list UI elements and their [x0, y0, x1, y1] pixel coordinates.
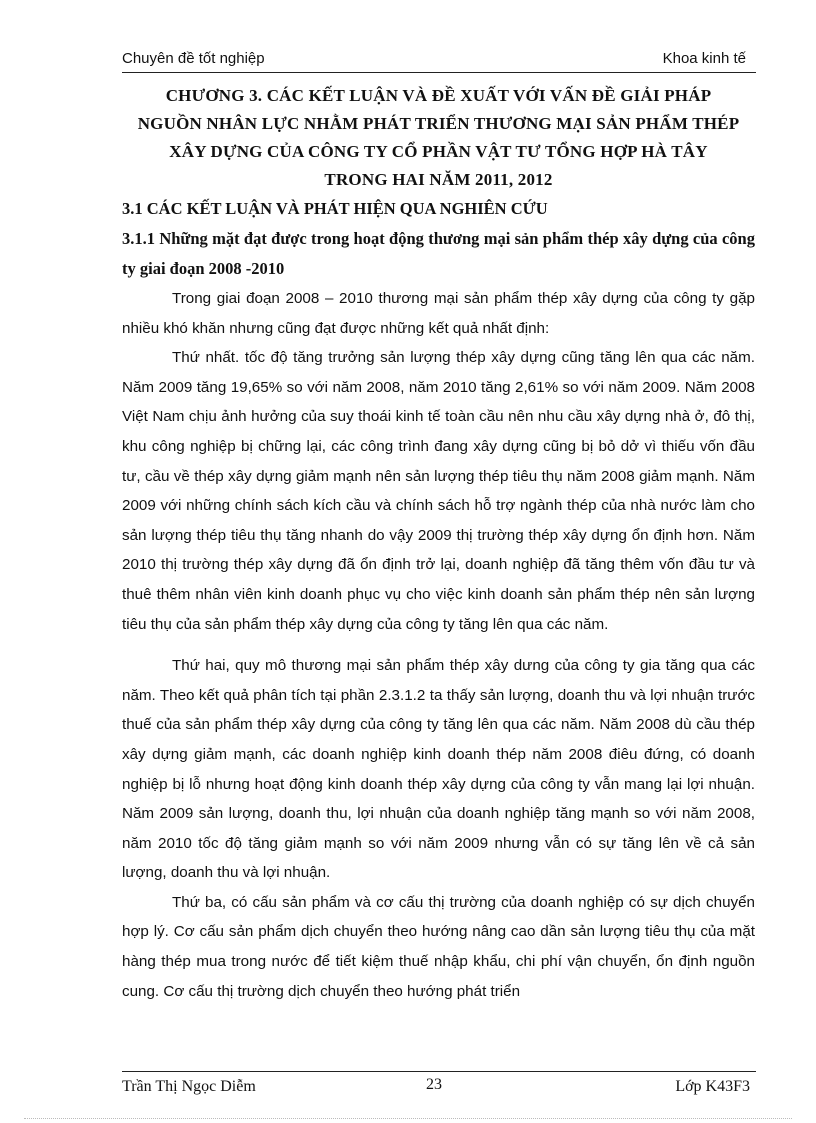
page-edge-divider: [24, 1118, 792, 1119]
chapter-title: [122, 82, 755, 194]
page-number: 23: [426, 1076, 442, 1093]
paragraph-second-point: Thứ hai, quy mô thương mại sản phẩm thép xây dưng của công ty gia tăng qua các năm. Theo kết quả phân tích tại phần 2.3.1.2 ta thấy sản lượng, doanh thu và lợi nhuận trước thuế của sản phẩm thép xây dựng của công ty tăng lên qua các năm. Năm 2008 dù cầu thép xây dựng giảm mạnh, các doanh nghiệp kinh doanh thép năm 2008 điêu đứng, có doanh nghiệp bị lỗ nhưng hoạt động kinh doanh thép xây dựng của công ty vẫn mang lại lợi nhuận. Năm 2009 sản lượng, doanh thu, lợi nhuận của doanh nghiệp tăng mạnh so với năm 2008, năm 2010 tốc độ tăng giảm mạnh so với năm 2009 nhưng vẫn có sự tăng lên về cả sản lượng, doanh thu và lợi nhuận.: [122, 657, 755, 882]
page-header: [122, 44, 756, 73]
chapter-title-line-4: TRONG HAI NĂM 2011, 2012: [324, 170, 553, 189]
paragraph-third-point: Thứ ba, có cấu sản phẩm và cơ cấu thị trường của doanh nghiệp có sự dịch chuyển hợp lý. Cơ cấu sản phẩm dịch chuyển theo hướng nâng cao dần sản lượng tiêu thụ của mặt hàng thép mua trong nước để tiết kiệm thuế nhập khẩu, chi phí vận chuyển, ổn định nguồn cung. Cơ cấu thị trường dịch chuyển theo hướng phát triển: [122, 893, 755, 1000]
footer-class: Lớp K43F3: [675, 1078, 750, 1095]
footer-author: Trần Thị Ngọc Diễm: [122, 1078, 256, 1095]
page-footer: [122, 1071, 756, 1102]
paragraph-first-point: Thứ nhất. tốc độ tăng trưởng sản lượng thép xây dựng cũng tăng lên qua các năm. Năm 2009 tăng 19,65% so với năm 2008, năm 2010 tăng 2,61% so với năm 2009. Năm 2008 Việt Nam chịu ảnh hưởng của suy thoái kinh tế toàn cầu nên nhu cầu xây dựng nhà ở, đô thị, khu công nghiệp bị chững lại, các công trình đang xây dựng cũng bị bỏ dở vì thiếu vốn đầu tư, cầu về thép xây dựng giảm mạnh nên sản lượng thép tiêu thụ năm 2008 giảm mạnh. Năm 2009 với những chính sách kích cầu và chính sách hỗ trợ ngành thép của nhà nước làm cho sản lượng thép tiêu thụ tăng nhanh do vậy 2009 thị trường thép xây dựng ổn định hơn. Năm 2010 thị trường thép xây dựng đã ổn định trở lại, doanh nghiệp đã tăng thêm vốn đầu tư và thuê thêm nhân viên kinh doanh phục vụ cho việc kinh doanh sản phẩm thép nên sản lượng tiêu thụ của sản phẩm thép xây dựng của công ty tăng lên qua các năm.: [122, 349, 755, 633]
paragraph-intro: Trong giai đoạn 2008 – 2010 thương mại sản phẩm thép xây dựng của công ty gặp nhiều khó khăn nhưng cũng đạt được những kết quả nhất định:: [122, 290, 755, 337]
chapter-title-line-1: CHƯƠNG 3. CÁC KẾT LUẬN VÀ ĐỀ XUẤT VỚI VẤN ĐỀ GIẢI PHÁP: [165, 86, 712, 105]
page-content: [122, 82, 755, 1006]
header-department: Khoa kinh tế: [662, 50, 746, 67]
header-title: Chuyên đề tốt nghiệp: [122, 50, 265, 67]
section-heading: 3.1 CÁC KẾT LUẬN VÀ PHÁT HIỆN QUA NGHIÊN CỨU: [122, 199, 548, 218]
chapter-title-line-3: XÂY DỰNG CỦA CÔNG TY CỔ PHẦN VẬT TƯ TỔNG HỢP HÀ TÂY: [169, 142, 708, 161]
subsection-heading: 3.1.1 Những mặt đạt được trong hoạt động thương mại sản phẩm thép xây dựng của công ty giai đoạn 2008 -2010: [122, 229, 755, 278]
chapter-title-line-2: NGUỒN NHÂN LỰC NHẰM PHÁT TRIỂN THƯƠNG MẠI SẢN PHẨM THÉP: [137, 114, 740, 133]
